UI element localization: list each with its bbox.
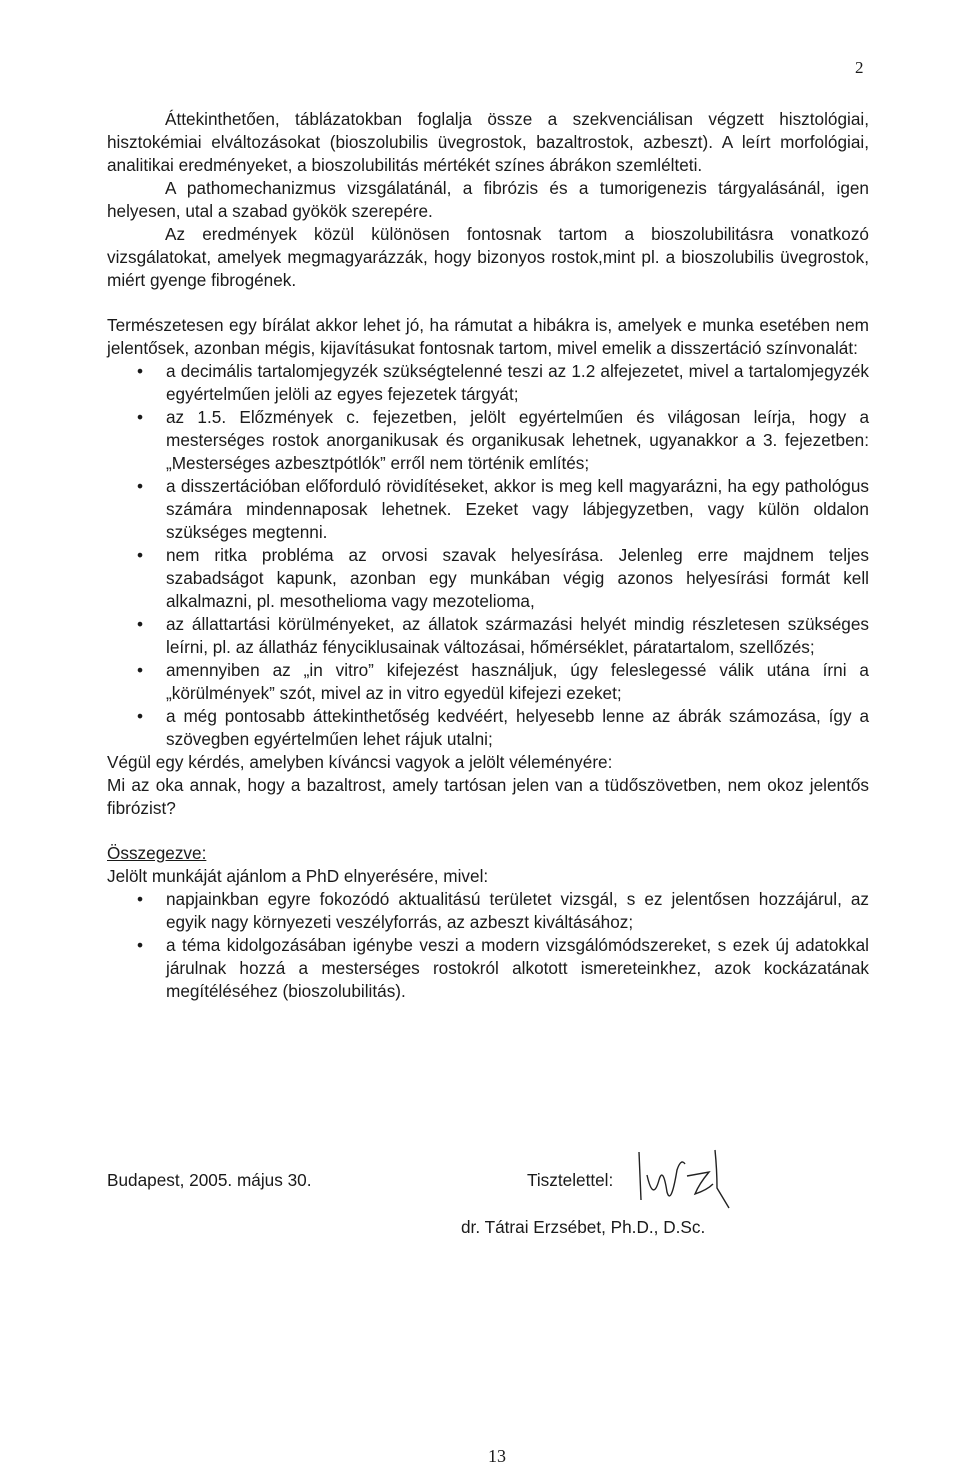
- signer-name: dr. Tátrai Erzsébet, Ph.D., D.Sc.: [461, 1217, 706, 1237]
- list-item-text: napjainkban egyre fokozódó aktualitású területet vizsgál, s ez jelentősen hozzájárul, az egyik nagy környezeti veszélyforrás, az azbeszt kiváltásához;: [166, 889, 869, 932]
- page-number-bottom: 13: [488, 1446, 506, 1466]
- criticism-list: [107, 360, 869, 751]
- paragraph-overview: Áttekinthetően, táblázatokban foglalja össze a szekvenciálisan végzett hisztológiai, hisztokémiai elváltozásokat (bioszolubilis üvegrostok, bazaltrostok, azbeszt). A leírt morfológiai, analitikai eredményeket, a bioszolubilitás mértékét színes ábrákon szemlélteti.: [107, 109, 869, 175]
- bullet-icon: •: [137, 889, 144, 909]
- paragraph-results: Az eredmények közül különösen fontosnak tartom a bioszolubilitásra vonatkozó vizsgálatokat, amelyek megmagyarázzák, hogy bizonyos rostok,mint pl. a bioszolubilis üvegrostok, miért gyenge fibrogének.: [107, 224, 869, 290]
- list-item-text: az állattartási körülményeket, az állatok származási helyét mindig részletesen szükséges leírni, pl. az állatház fényciklusainak változásai, hőmérséklet, páratartalom, szellőzés;: [166, 614, 869, 657]
- bullet-icon: •: [137, 476, 144, 496]
- bullet-icon: •: [137, 407, 144, 427]
- list-item: [107, 544, 869, 613]
- list-item: [107, 934, 869, 1003]
- bullet-icon: •: [137, 706, 144, 726]
- summary-intro: Jelölt munkáját ajánlom a PhD elnyerésére, mivel:: [107, 866, 489, 886]
- question-text: Mi az oka annak, hogy a bazaltrost, amely tartósan jelen van a tüdőszövetben, nem okoz jelentős fibrózist?: [107, 775, 869, 818]
- place-and-date: Budapest, 2005. május 30.: [107, 1170, 312, 1190]
- summary-heading: Összegezve:: [107, 843, 207, 863]
- list-item: [107, 659, 869, 705]
- summary-list: [107, 888, 869, 1003]
- signature-block: [107, 1140, 869, 1250]
- list-item-text: az 1.5. Előzmények c. fejezetben, jelölt egyértelműen és világosan leírja, hogy a mesterséges rostok anorganikusak és organikusak lehetnek, ugyanakkor a 3. fejezetben: „Mesterséges azbesztpótlók” erről nem történik említés;: [166, 407, 869, 473]
- list-item-text: nem ritka probléma az orvosi szavak helyesírása. Jelenleg erre majdnem teljes szabadságot kapunk, azonban egy munkában végig azonos helyesírási formát kell alkalmazni, pl. mesothelioma vagy mezotelioma,: [166, 545, 869, 611]
- list-item: [107, 705, 869, 751]
- list-item-text: a még pontosabb áttekinthetőség kedvéért, helyesebb lenne az ábrák számozása, így a szövegben egyértelműen lehet rájuk utalni;: [166, 706, 869, 749]
- bullet-icon: •: [137, 935, 144, 955]
- document-body: [107, 108, 869, 1003]
- list-item: [107, 360, 869, 406]
- closing-regards: Tisztelettel:: [527, 1170, 614, 1190]
- list-item-text: a téma kidolgozásában igénybe veszi a modern vizsgálómódszereket, s ezek új adatokkal járulnak hozzá a mesterséges rostokról alkotott ismereteinkhez, azok kockázatának megítéléséhez (bioszolubilitás).: [166, 935, 869, 1001]
- paragraph-criticism-intro: Természetesen egy bírálat akkor lehet jó, ha rámutat a hibákra is, amelyek e munka esetében nem jelentősek, azonban mégis, kijavításukat fontosnak tartom, mivel emelik a disszertáció színvonalát:: [107, 315, 869, 358]
- page-number-top: 2: [855, 58, 864, 77]
- bullet-icon: •: [137, 614, 144, 634]
- bullet-icon: •: [137, 361, 144, 381]
- bullet-icon: •: [137, 660, 144, 680]
- bullet-icon: •: [137, 545, 144, 565]
- list-item: [107, 406, 869, 475]
- handwritten-signature-icon: [629, 1140, 759, 1210]
- paragraph-pathomechanism: A pathomechanizmus vizsgálatánál, a fibrózis és a tumorigenezis tárgyalásánál, igen helyesen, utal a szabad gyökök szerepére.: [107, 178, 869, 221]
- list-item-text: a disszertációban előforduló rövidítéseket, akkor is meg kell magyarázni, ha egy pathológus számára mindennaposak lehetnek. Ezeket vagy lábjegyzetben, vagy külön oldalon szükséges megtenni.: [166, 476, 869, 542]
- list-item-text: a decimális tartalomjegyzék szükségtelenné teszi az 1.2 alfejezetet, mivel a tartalomjegyzék egyértelműen jelöli az egyes fejezetek tárgyát;: [166, 361, 869, 404]
- list-item: [107, 613, 869, 659]
- list-item: [107, 475, 869, 544]
- list-item-text: amennyiben az „in vitro” kifejezést használjuk, úgy feleslegessé válik utána írni a „körülmények” szót, mivel az in vitro egyedül kifejezi ezeket;: [166, 660, 869, 703]
- list-item: [107, 888, 869, 934]
- question-intro: Végül egy kérdés, amelyben kíváncsi vagyok a jelölt véleményére:: [107, 752, 613, 772]
